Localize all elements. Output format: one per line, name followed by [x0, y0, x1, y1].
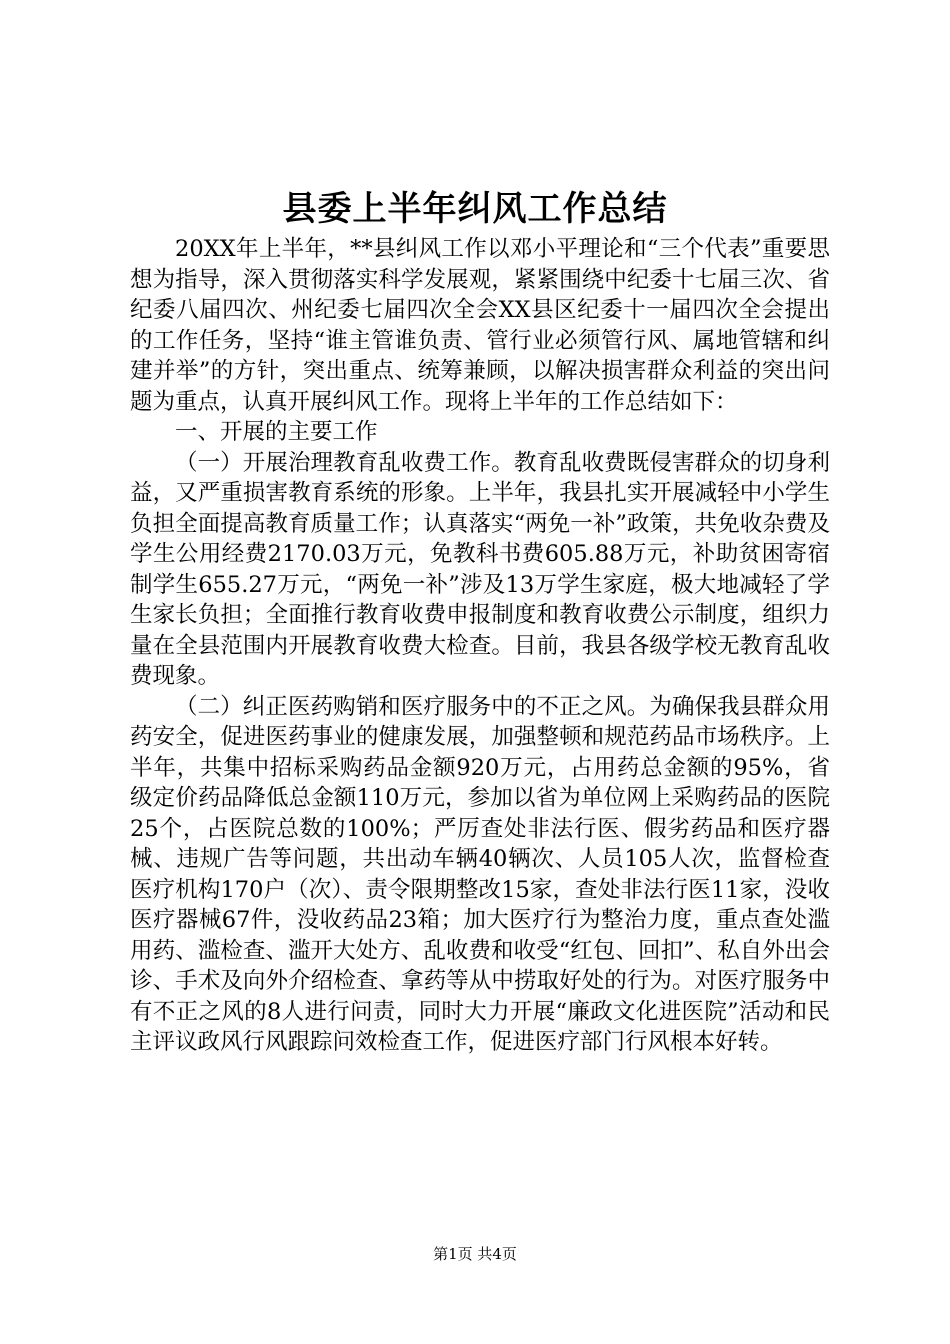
education-paragraph: （一）开展治理教育乱收费工作。教育乱收费既侵害群众的切身利益，又严重损害教育系统的形象。上半年，我县扎实开展减轻中小学生负担全面提高教育质量工作；认真落实“两免一补”政策，共免收杂费及学生公用经费2170.03万元，免教科书费605.88万元，补助贫困寄宿制学生655.27万元，“两免一补”涉及13万学生家庭，极大地减轻了学生家长负担；全面推行教育收费申报制度和教育收费公示制度，组织力量在全县范围内开展教育收费大检查。目前，我县各级学校无教育乱收费现象。 [130, 449, 830, 689]
medical-paragraph: （二）纠正医药购销和医疗服务中的不正之风。为确保我县群众用药安全，促进医药事业的健康发展，加强整顿和规范药品市场秩序。上半年，共集中招标采购药品金额920万元，占用药总金额的95%，省级定价药品降低总金额110万元，参加以省为单位网上采购药品的医院25个，占医院总数的100%；严厉查处非法行医、假劣药品和医疗器械、违规广告等问题，共出动车辆40辆次、人员105人次，监督检查医疗机构170户（次）、责令限期整改15家，查处非法行医11家，没收医疗器械67件，没收药品23箱；加大医疗行为整治力度，重点查处滥用药、滥检查、滥开大处方、乱收费和收受“红包、回扣”、私自外出会诊、手术及向外介绍检查、拿药等从中捞取好处的行为。对医疗服务中有不正之风的8人进行问责，同时大力开展“廉政文化进医院”活动和民主评议政风行风跟踪问效检查工作，促进医疗部门行风根本好转。 [130, 693, 830, 1055]
intro-paragraph: 20XX年上半年，**县纠风工作以邓小平理论和“三个代表”重要思想为指导，深入贯彻落实科学发展观，紧紧围绕中纪委十七届三次、省纪委八届四次、州纪委七届四次全会XX县区纪委十一届四次全会提出的工作任务，坚持“谁主管谁负责、管行业必须管行风、属地管辖和纠建并举”的方针，突出重点、统筹兼顾，以解决损害群众利益的突出问题为重点，认真开展纠风工作。现将上半年的工作总结如下： [130, 236, 830, 415]
document-title: 县委上半年纠风工作总结 [282, 189, 668, 229]
document-body [130, 234, 830, 1058]
page-footer: 第1页 共4页 [433, 1245, 517, 1263]
section-heading: 一、开展的主要工作 [175, 419, 378, 445]
